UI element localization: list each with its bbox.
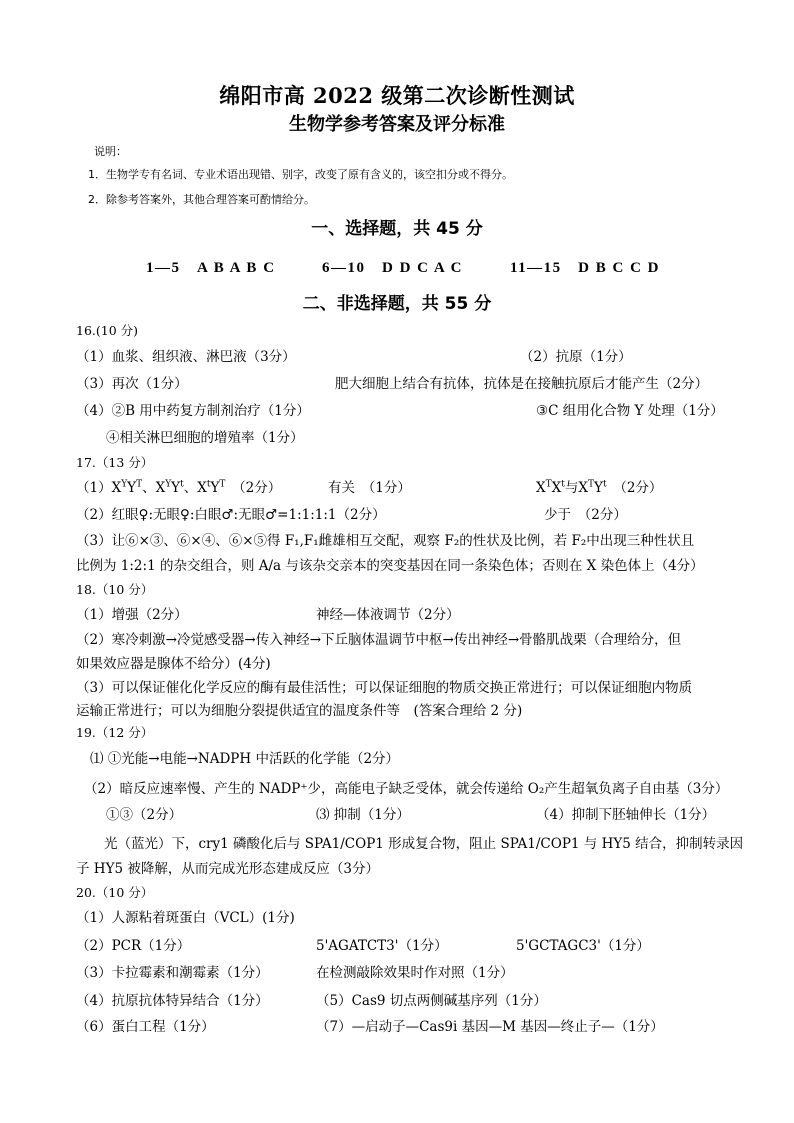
- answer-line: $X^TX^t$与$X^TY^t$ （2分）: [536, 479, 663, 496]
- answer-line: （3）卡拉霉素和潮霉素（1分）: [76, 965, 269, 981]
- answer-line: 运输正常进行；可以为细胞分裂提供适宜的温度条件等 (答案合理给 2 分): [76, 703, 523, 719]
- answer-line: 子 HY5 被降解，从而完成光形态建成反应（3分）: [76, 861, 379, 877]
- answer-line: （1）增强（2分）: [76, 607, 188, 623]
- answer-line: （2）寒冷刺激→冷觉感受器→传入神经→下丘脑体温调节中枢→传出神经→骨骼肌战栗（合理给分，但: [76, 632, 682, 648]
- answer-line: 在检测敲除效果时作对照（1分）: [316, 965, 514, 981]
- document-subtitle: 生物学参考答案及评分标准: [289, 114, 505, 135]
- question-header: 16.(10 分): [76, 323, 139, 338]
- answer-line: 比例为 1:2:1 的杂交组合，则 A/a 与该杂交亲本的突变基因在同一条染色体；否则在 X 染色体上（4分）: [76, 558, 704, 574]
- section-heading-choice: 一、选择题，共 45 分: [311, 219, 483, 239]
- answer-line: ⑶ 抑制（1分）: [316, 807, 410, 823]
- answer-line: （3）可以保证催化化学反应的酶有最佳活性；可以保证细胞的物质交换正常进行；可以保证细胞内物质: [76, 680, 693, 696]
- answer-line: ①③（2分）: [106, 807, 183, 823]
- section-heading-nonchoice: 二、非选择题，共 55 分: [302, 294, 492, 314]
- answer-line: 有关 （1分）: [328, 480, 411, 496]
- answer-line: 如果效应器是腺体不给分）(4分): [76, 656, 271, 672]
- answer-line: （1）人源粘着斑蛋白（VCL）(1分): [76, 910, 295, 926]
- answer-line: （2）抗原（1分）: [520, 349, 632, 365]
- answer-line: 光（蓝光）下，cry1 磷酸化后与 SPA1/COP1 形成复合物，阻止 SPA1/COP1 与 HY5 结合，抑制转录因: [104, 836, 744, 852]
- answer-line: （4）抑制下胚轴伸长（1分）: [536, 807, 716, 823]
- answer-line: （7）—启动子—Cas9i 基因—M 基因—终止子—（1分）: [316, 1019, 664, 1035]
- question-header: 18.（10 分）: [76, 582, 154, 597]
- answer-line: （3）让⑥×③、⑥×④、⑥×⑤得 F₁,F₁雌雄相互交配，观察 F₂的性状及比例，若 F₂中出现三种性状且: [76, 533, 695, 549]
- answer-line: （2）暗反应速率慢、产生的 NADP⁺少，高能电子缺乏受体，就会传递给 O₂产生超氧负离子自由基（3分）: [84, 781, 729, 797]
- question-header: 20.（10 分）: [76, 885, 154, 900]
- answer-line: （3）再次（1分）: [76, 376, 188, 392]
- answer-line: $(1)X^YY^T$、$X^YY^t$、$X^tY^T$ （2分）: [76, 479, 282, 496]
- answer-line: （1）血浆、组织液、淋巴液（3分）: [76, 349, 296, 365]
- answer-line: （2）PCR（1分）: [76, 938, 191, 954]
- document-title: 绵阳市高 2022 级第二次诊断性测试: [219, 83, 575, 108]
- answer-line: ③C 组用化合物 Y 处理（1分）: [536, 403, 724, 419]
- answer-line: （5）Cas9 切点两侧碱基序列（1分）: [316, 993, 547, 1009]
- answer-group: 11—15 D B C C D: [510, 260, 661, 276]
- answer-group: 6—10 D D C A C: [322, 260, 464, 276]
- answer-line: 5'GCTAGC3'（1分）: [516, 938, 650, 954]
- question-header: 17.（13 分）: [76, 455, 154, 470]
- answer-line: （6）蛋白工程（1分）: [76, 1019, 215, 1035]
- note-item: 1．生物学专有名词、专业术语出现错、别字，改变了原有含义的，该空扣分或不得分。: [88, 168, 513, 181]
- note-item: 2．除参考答案外，其他合理答案可酌情给分。: [88, 193, 315, 206]
- answer-line: 神经—体液调节（2分）: [316, 607, 460, 623]
- answer-group: 1—5 A B A B C: [146, 260, 276, 276]
- answer-line: 肥大细胞上结合有抗体，抗体是在接触抗原后才能产生（2分）: [335, 376, 709, 392]
- answer-line: 少于 （2分）: [544, 507, 627, 523]
- answer-line: 5'AGATCT3'（1分）: [316, 938, 448, 954]
- answer-line: ④相关淋巴细胞的增殖率（1分）: [106, 430, 304, 446]
- answer-line: （2）红眼♀:无眼♀:白眼♂:无眼♂=1:1:1:1（2分）: [76, 507, 386, 523]
- answer-line: （4）②B 用中药复方制剂治疗（1分）: [76, 403, 310, 419]
- question-header: 19.（12 分）: [76, 725, 154, 740]
- notes-label: 说明：: [94, 145, 127, 158]
- answer-line: ⑴ ①光能→电能→NADPH 中活跃的化学能（2分）: [90, 751, 400, 767]
- answer-line: （4）抗原抗体特异结合（1分）: [76, 993, 269, 1009]
